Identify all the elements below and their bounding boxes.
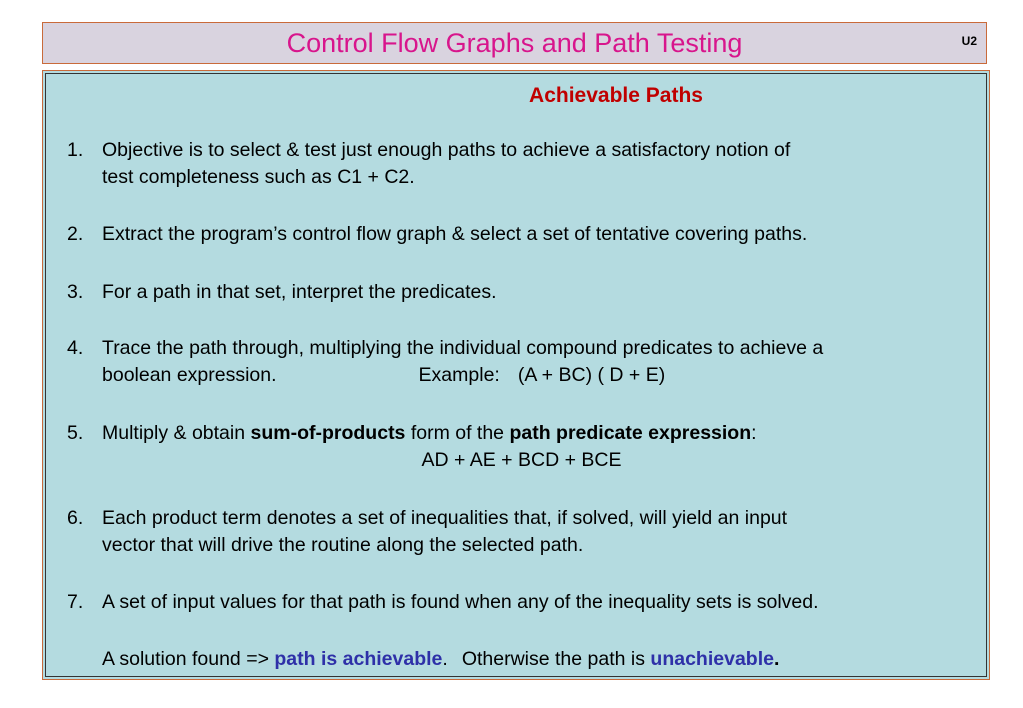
item-text-part: form of the bbox=[405, 422, 510, 444]
emphasis-term: sum-of-products bbox=[250, 422, 406, 444]
item-text-line: vector that will drive the routine along the selected path. bbox=[102, 534, 584, 556]
list-item-1 bbox=[67, 137, 976, 191]
conclusion-line bbox=[67, 646, 976, 673]
item-number: 4. bbox=[67, 337, 84, 359]
list-item-3 bbox=[67, 279, 976, 306]
item-text-line bbox=[102, 362, 976, 389]
item-text: Extract the program’s control flow graph & select a set of tentative covering paths. bbox=[102, 223, 808, 245]
item-text: A set of input values for that path is found when any of the inequality sets is solved. bbox=[102, 591, 819, 613]
content-box bbox=[42, 70, 990, 680]
item-number: 6. bbox=[67, 507, 84, 529]
slide-code: U2 bbox=[961, 34, 977, 48]
item-number: 2. bbox=[67, 223, 84, 245]
item-text-line: Each product term denotes a set of inequalities that, if solved, will yield an input bbox=[102, 507, 788, 529]
item-text-line: Objective is to select & test just enough paths to achieve a satisfactory notion of bbox=[102, 139, 791, 161]
list-item-4 bbox=[67, 335, 976, 389]
title-bar bbox=[42, 22, 987, 64]
list-item-7 bbox=[67, 589, 976, 616]
item-text-part: boolean expression. bbox=[102, 364, 277, 386]
unachievable-term: unachievable bbox=[650, 648, 774, 670]
section-heading: Achievable Paths bbox=[529, 84, 703, 107]
item-text-line bbox=[102, 420, 976, 447]
conclusion-part: Otherwise the path is bbox=[461, 648, 651, 670]
list-item-5 bbox=[67, 420, 976, 474]
conclusion-part: . bbox=[773, 648, 780, 670]
conclusion-part: . bbox=[442, 648, 448, 670]
item-number: 1. bbox=[67, 139, 84, 161]
list-item-2 bbox=[67, 221, 976, 248]
item-text-part: : bbox=[751, 422, 757, 444]
item-number: 5. bbox=[67, 422, 84, 444]
item-number: 3. bbox=[67, 281, 84, 303]
example-expression: (A + BC) ( D + E) bbox=[517, 364, 666, 386]
sum-of-products-expression: AD + AE + BCD + BCE bbox=[421, 449, 622, 471]
achievable-term: path is achievable bbox=[274, 648, 443, 670]
list-item-6 bbox=[67, 505, 976, 559]
slide-title: Control Flow Graphs and Path Testing bbox=[286, 28, 743, 58]
item-text: For a path in that set, interpret the predicates. bbox=[102, 281, 497, 303]
item-text-part: Multiply & obtain bbox=[102, 422, 251, 444]
item-number: 7. bbox=[67, 591, 84, 613]
content-inner bbox=[45, 73, 987, 677]
item-text-line: Trace the path through, multiplying the individual compound predicates to achieve a bbox=[102, 337, 824, 359]
emphasis-term: path predicate expression bbox=[509, 422, 752, 444]
example-label: Example: bbox=[418, 364, 500, 386]
item-text-line: test completeness such as C1 + C2. bbox=[102, 166, 415, 188]
conclusion-part: A solution found => bbox=[102, 648, 275, 670]
conclusion-text bbox=[102, 646, 976, 673]
